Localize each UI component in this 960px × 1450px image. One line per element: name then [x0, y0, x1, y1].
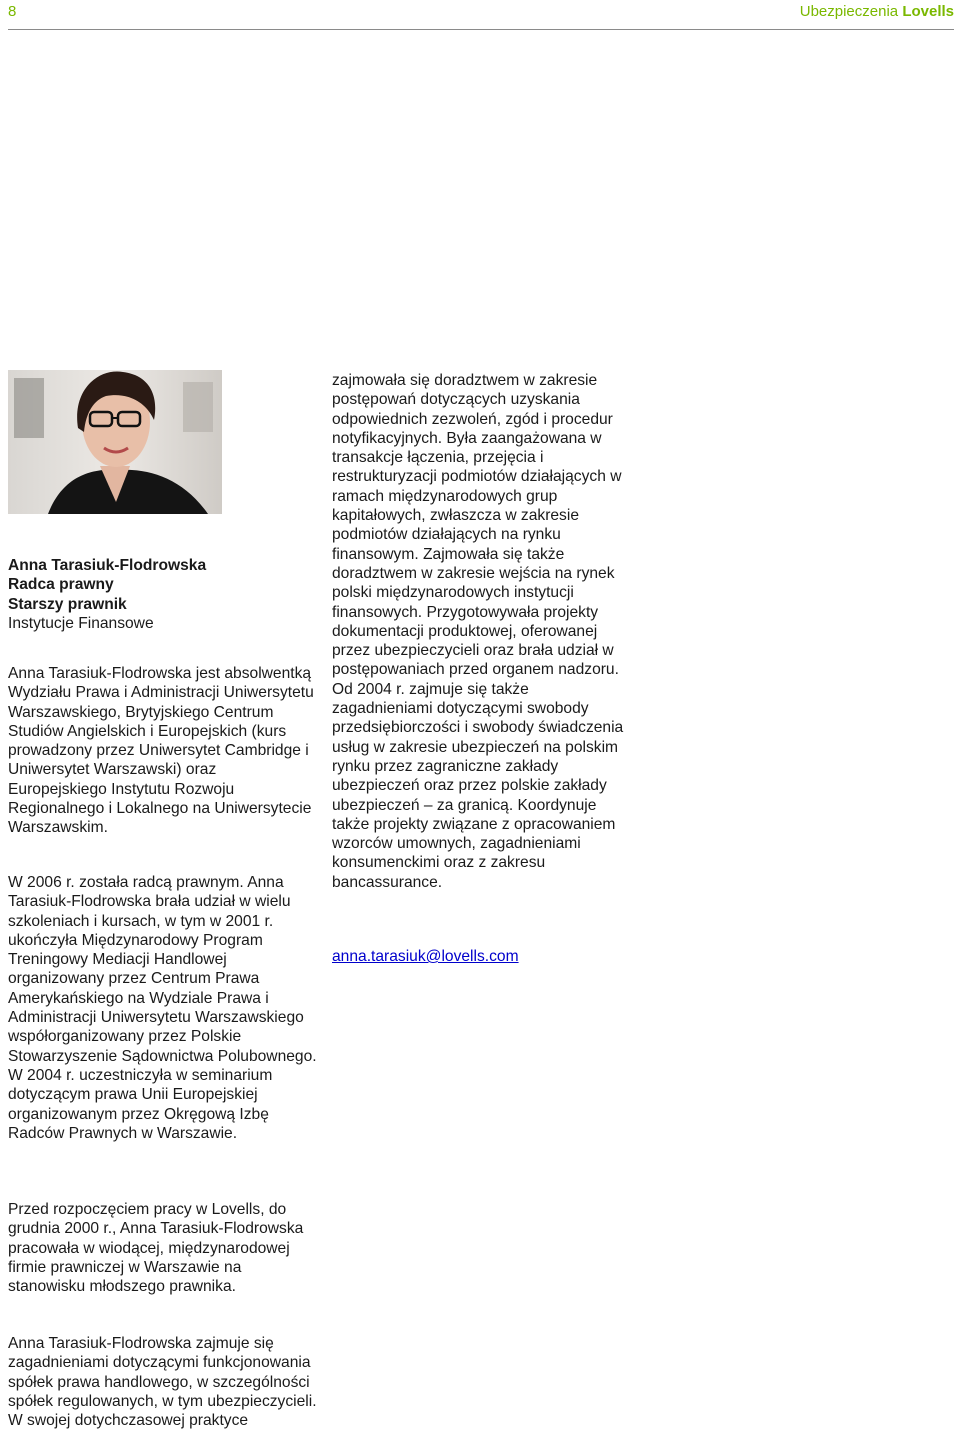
brand-bold: Lovells [902, 3, 954, 20]
person-title-1: Radca prawny [8, 576, 114, 594]
page-header [8, 0, 954, 28]
bio-paragraph-1: Anna Tarasiuk-Flodrowska jest absolwentką Wydziału Prawa i Administracji Uniwersytetu Warszawskiego, Brytyjskiego Centrum Studiów Angielskich i Europejskich (kurs prowadzony przez Uniwersytet Cambridge i Uniwersytet Warszawski) oraz Europejskiego Instytutu Rozwoju Regionalnego i Lokalnego na Uniwersytecie Warszawskim. [8, 665, 314, 837]
person-department: Instytucje Finansowe [8, 614, 154, 632]
bio-paragraph-3: Przed rozpoczęciem pracy w Lovells, do grudnia 2000 r., Anna Tarasiuk-Flodrowska pracowała w wiodącej, międzynarodowej firmie prawniczej w Warszawie na stanowisku młodszego prawnika. [8, 1201, 304, 1296]
profile-heading [8, 556, 318, 633]
email-link[interactable]: anna.tarasiuk@lovells.com [332, 948, 519, 965]
person-title-2: Starszy prawnik [8, 595, 127, 613]
portrait-photo [8, 370, 222, 514]
running-header-brand [800, 3, 954, 20]
contact-email[interactable] [332, 947, 519, 966]
bio-paragraph-5: zajmowała się doradztwem w zakresie postępowań dotyczących uzyskania odpowiednich zezwoleń, zgód i procedur notyfikacyjnych. Była zaangażowana w transakcje łączenia, przejęcia i restrukturyzacji podmiotów działających w ramach międzynarodowych grup kapitałowych, zwłaszcza w zakresie podmiotów działających na rynku finansowym. Zajmowała się także doradztwem w zakresie wejścia na rynek polski międzynarodowych instytucji finansowych. Przygotowywała projekty dokumentacji produktowej, oferowanej przez ubezpieczycieli oraz brała udział w postępowaniach przed organem nadzoru. Od 2004 r. zajmuje się także zagadnieniami dotyczącymi swobody przedsiębiorczości i swobody świadczenia usług w zakresie ubezpieczeń na polskim rynku przez zagraniczne zakłady ubezpieczeń oraz przez polskie zakłady ubezpieczeń – za granicą. Koordynuje także projekty związane z opracowaniem wzorców umownych, zagadnieniami konsumenckimi oraz z zakresu bancassurance. [332, 372, 624, 891]
bio-paragraph-2: W 2006 r. została radcą prawnym. Anna Tarasiuk-Flodrowska brała udział w wielu szkoleniach i kursach, w tym w 2001 r. ukończyła Międzynarodowy Program Treningowy Mediacji Handlowej organizowany przez Centrum Prawa Amerykańskiego na Wydziale Prawa i Administracji Uniwersytetu Warszawskiego współorganizowany przez Polskie Stowarzyszenie Sądownictwa Polubownego. W 2004 r. uczestniczyła w seminarium dotyczącym prawa Unii Europejskiej organizowanym przez Okręgową Izbę Radców Prawnych w Warszawie. [8, 874, 317, 1142]
bio-paragraph-4: Anna Tarasiuk-Flodrowska zajmuje się zagadnieniami dotyczącymi funkcjonowania spółek prawa handlowego, w szczególności spółek regulowanych, w tym ubezpieczycieli. W swojej dotychczasowej praktyce [8, 1335, 317, 1430]
person-name: Anna Tarasiuk-Flodrowska [8, 557, 207, 574]
page-number: 8 [8, 3, 17, 20]
brand-light: Ubezpieczenia [799, 3, 899, 20]
header-divider [8, 29, 954, 30]
